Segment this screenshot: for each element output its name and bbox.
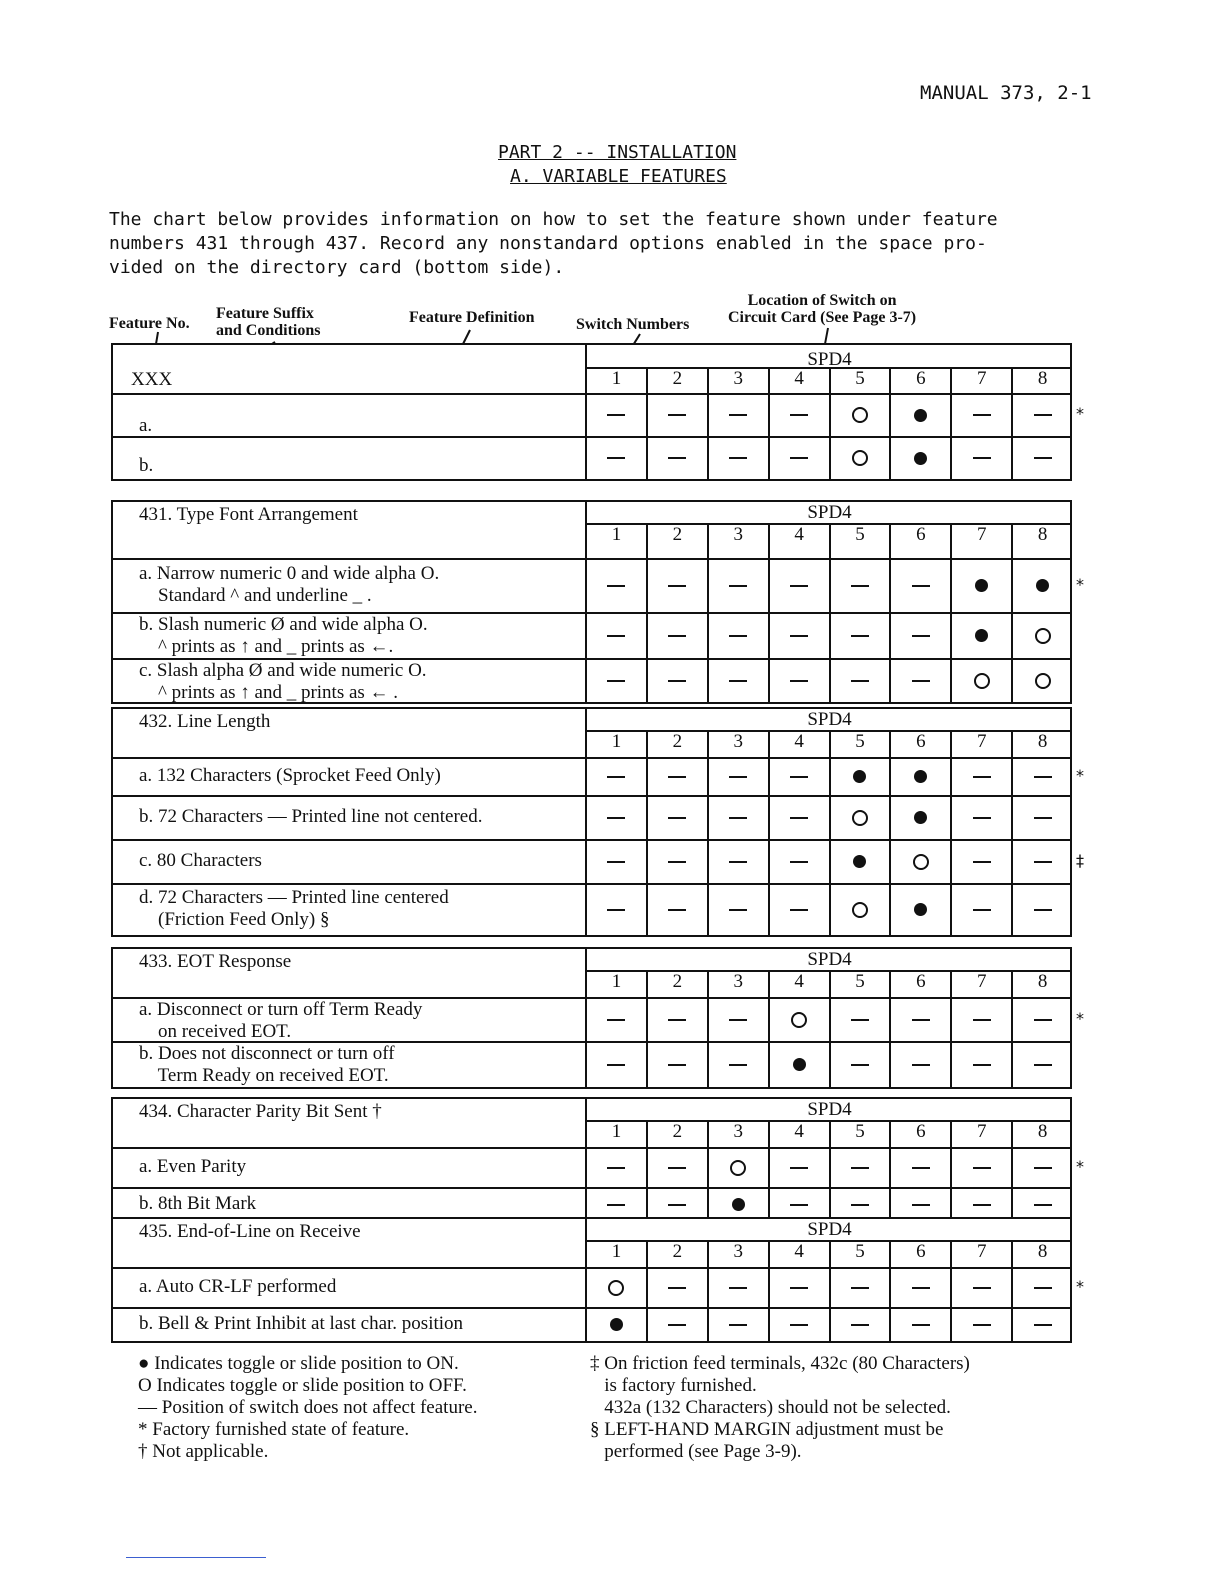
switch-number: 5 bbox=[829, 1241, 890, 1267]
feature-title: 431. Type Font Arrangement bbox=[139, 504, 358, 525]
switch-number: 5 bbox=[829, 368, 890, 393]
footer-rule bbox=[126, 1557, 266, 1558]
switch-dont-care-dash bbox=[973, 909, 991, 911]
switch-number: 6 bbox=[889, 731, 950, 757]
option-mark: * bbox=[1076, 1009, 1084, 1028]
switch-dont-care-dash bbox=[668, 585, 686, 587]
switch-number: 6 bbox=[889, 524, 950, 558]
switch-dont-care-dash bbox=[1034, 1167, 1052, 1169]
switch-dont-care-dash bbox=[607, 861, 625, 863]
switch-dont-care-dash bbox=[668, 635, 686, 637]
switch-dont-care-dash bbox=[973, 817, 991, 819]
legend-notes: ‡ On friction feed terminals, 432c (80 Characters) is factory furnished. 432a (132 Characters) should not be selected. § LEFT-HAND MARGIN adjustment must be performed (see Page 3-9). bbox=[590, 1353, 970, 1462]
switch-dont-care-dash bbox=[851, 1064, 869, 1066]
key-switch-numbers: Switch Numbers bbox=[576, 316, 690, 333]
switch-off-circle bbox=[852, 810, 868, 826]
switch-dont-care-dash bbox=[912, 635, 930, 637]
switch-number: 1 bbox=[611, 524, 622, 545]
switch-on-dot bbox=[914, 811, 927, 824]
option-mark: * bbox=[1076, 1157, 1084, 1176]
switch-dont-care-dash bbox=[1034, 1019, 1052, 1021]
switch-dont-care-dash bbox=[790, 635, 808, 637]
switch-number: 7 bbox=[950, 1121, 1011, 1147]
switch-dont-care-dash bbox=[790, 585, 808, 587]
switch-dont-care-dash bbox=[729, 861, 747, 863]
feature-table bbox=[111, 1217, 1072, 1343]
switch-number: 1 bbox=[611, 1241, 622, 1262]
switch-dont-care-dash bbox=[851, 1287, 869, 1289]
switch-off-circle bbox=[852, 902, 868, 918]
spd-label: SPD4 bbox=[807, 709, 852, 730]
switch-dont-care-dash bbox=[668, 1204, 686, 1206]
feature-option: b. Bell & Print Inhibit at last char. position bbox=[139, 1313, 464, 1334]
switch-dont-care-dash bbox=[851, 1324, 869, 1326]
feature-option: b. Does not disconnect or turn off Term Ready on received EOT. bbox=[139, 1043, 395, 1086]
option-mark: * bbox=[1076, 575, 1084, 594]
switch-off-circle bbox=[1035, 673, 1051, 689]
switch-dont-care-dash bbox=[668, 776, 686, 778]
switch-dont-care-dash bbox=[607, 776, 625, 778]
switch-dont-care-dash bbox=[729, 1019, 747, 1021]
feature-option: d. 72 Characters — Printed line centered (Friction Feed Only) § bbox=[139, 887, 449, 930]
switch-dont-care-dash bbox=[1034, 1287, 1052, 1289]
feature-option: a. Narrow numeric 0 and wide alpha O. Standard ^ and underline _ . bbox=[139, 563, 440, 606]
switch-number: 8 bbox=[1011, 524, 1072, 558]
feature-option: b. Slash numeric Ø and wide alpha O. ^ prints as ↑ and _ prints as ←. bbox=[139, 614, 428, 657]
switch-dont-care-dash bbox=[851, 1019, 869, 1021]
switch-dont-care-dash bbox=[790, 1324, 808, 1326]
switch-dont-care-dash bbox=[607, 680, 625, 682]
switch-dont-care-dash bbox=[607, 1204, 625, 1206]
switch-number: 7 bbox=[950, 524, 1011, 558]
switch-number: 6 bbox=[889, 1241, 950, 1267]
switch-off-circle bbox=[913, 854, 929, 870]
switch-number: 2 bbox=[646, 1121, 707, 1147]
switch-dont-care-dash bbox=[790, 1287, 808, 1289]
switch-number: 1 bbox=[611, 971, 622, 992]
switch-number: 2 bbox=[646, 524, 707, 558]
feature-table bbox=[111, 1097, 1072, 1223]
switch-dont-care-dash bbox=[912, 585, 930, 587]
switch-dont-care-dash bbox=[790, 1167, 808, 1169]
switch-dont-care-dash bbox=[668, 1167, 686, 1169]
switch-number: 2 bbox=[646, 368, 707, 393]
switch-dont-care-dash bbox=[790, 1204, 808, 1206]
switch-dont-care-dash bbox=[668, 1324, 686, 1326]
switch-dont-care-dash bbox=[668, 1287, 686, 1289]
switch-dont-care-dash bbox=[729, 585, 747, 587]
switch-off-circle bbox=[974, 673, 990, 689]
section-title: A. VARIABLE FEATURES bbox=[510, 166, 727, 187]
switch-number: 1 bbox=[611, 731, 622, 752]
switch-number: 3 bbox=[707, 731, 768, 757]
example-option-b: b. bbox=[139, 455, 154, 476]
switch-dont-care-dash bbox=[912, 1167, 930, 1169]
feature-option: c. 80 Characters bbox=[139, 850, 262, 871]
switch-dont-care-dash bbox=[668, 861, 686, 863]
feature-option: a. Even Parity bbox=[139, 1156, 247, 1177]
switch-number: 8 bbox=[1011, 731, 1072, 757]
feature-option: b. 8th Bit Mark bbox=[139, 1193, 257, 1214]
key-feature-definition: Feature Definition bbox=[409, 309, 535, 326]
switch-number: 8 bbox=[1011, 971, 1072, 997]
switch-dont-care-dash bbox=[729, 817, 747, 819]
switch-dont-care-dash bbox=[790, 680, 808, 682]
legend-symbols: ● Indicates toggle or slide position to ON. O Indicates toggle or slide position to OFF. — Position of switch does not affect feature. * Factory furnished state of feature. † Not applicable. bbox=[138, 1353, 478, 1462]
switch-number: 2 bbox=[646, 1241, 707, 1267]
switch-dont-care-dash bbox=[851, 1204, 869, 1206]
switch-dont-care-dash bbox=[1034, 909, 1052, 911]
switch-dont-care-dash bbox=[729, 1064, 747, 1066]
switch-on-dot bbox=[853, 770, 866, 783]
switch-number: 6 bbox=[889, 971, 950, 997]
switch-dont-care-dash bbox=[729, 680, 747, 682]
option-mark: * bbox=[1076, 1277, 1084, 1296]
example-title: XXX bbox=[131, 369, 173, 390]
switch-dont-care-dash bbox=[973, 1019, 991, 1021]
switch-dont-care-dash bbox=[851, 680, 869, 682]
switch-number: 5 bbox=[829, 971, 890, 997]
switch-number: 6 bbox=[889, 368, 950, 393]
switch-dont-care-dash bbox=[607, 1167, 625, 1169]
feature-title: 432. Line Length bbox=[139, 711, 271, 732]
example-spd-label: SPD4 bbox=[807, 349, 852, 370]
switch-on-dot bbox=[975, 579, 988, 592]
switch-off-circle bbox=[608, 1280, 624, 1296]
switch-number: 3 bbox=[707, 524, 768, 558]
feature-option: a. 132 Characters (Sprocket Feed Only) bbox=[139, 765, 441, 786]
switch-number: 8 bbox=[1011, 368, 1072, 393]
switch-number: 4 bbox=[768, 524, 829, 558]
switch-dont-care-dash bbox=[607, 817, 625, 819]
switch-dont-care-dash bbox=[973, 1324, 991, 1326]
switch-number: 3 bbox=[707, 1241, 768, 1267]
switch-dont-care-dash bbox=[790, 776, 808, 778]
switch-on-dot bbox=[732, 1198, 745, 1211]
switch-number: 5 bbox=[829, 524, 890, 558]
feature-title: 435. End-of-Line on Receive bbox=[139, 1221, 361, 1242]
switch-dont-care-dash bbox=[1034, 1324, 1052, 1326]
switch-dont-care-dash bbox=[607, 1019, 625, 1021]
switch-off-circle bbox=[791, 1012, 807, 1028]
intro-paragraph: The chart below provides information on how to set the feature shown under feature numbers 431 through 437. Record any nonstandard options enabled in the space pro- vided on the directory card (bottom side). bbox=[109, 209, 998, 278]
switch-dont-care-dash bbox=[1034, 1064, 1052, 1066]
switch-dont-care-dash bbox=[790, 817, 808, 819]
switch-dont-care-dash bbox=[973, 1167, 991, 1169]
switch-dont-care-dash bbox=[912, 1064, 930, 1066]
switch-dont-care-dash bbox=[790, 909, 808, 911]
switch-on-dot bbox=[914, 770, 927, 783]
switch-off-circle bbox=[1035, 628, 1051, 644]
feature-title: 434. Character Parity Bit Sent † bbox=[139, 1101, 382, 1122]
switch-dont-care-dash bbox=[729, 1287, 747, 1289]
key-feature-no: Feature No. bbox=[109, 315, 190, 332]
switch-dont-care-dash bbox=[607, 635, 625, 637]
switch-dont-care-dash bbox=[973, 861, 991, 863]
switch-number: 7 bbox=[950, 971, 1011, 997]
spd-label: SPD4 bbox=[807, 1219, 852, 1240]
switch-dont-care-dash bbox=[973, 1204, 991, 1206]
switch-dont-care-dash bbox=[668, 909, 686, 911]
feature-option: c. Slash alpha Ø and wide numeric O. ^ prints as ↑ and _ prints as ← . bbox=[139, 660, 427, 703]
feature-table bbox=[111, 707, 1072, 937]
switch-number: 1 bbox=[611, 1121, 622, 1142]
feature-title: 433. EOT Response bbox=[139, 951, 292, 972]
switch-dont-care-dash bbox=[729, 909, 747, 911]
switch-number: 8 bbox=[1011, 1241, 1072, 1267]
switch-number: 4 bbox=[768, 1121, 829, 1147]
switch-dont-care-dash bbox=[729, 635, 747, 637]
switch-dont-care-dash bbox=[668, 1019, 686, 1021]
switch-on-dot bbox=[793, 1058, 806, 1071]
switch-number: 7 bbox=[950, 368, 1011, 393]
switch-number: 1 bbox=[611, 368, 622, 389]
switch-off-circle bbox=[730, 1160, 746, 1176]
switch-dont-care-dash bbox=[973, 1287, 991, 1289]
switch-dont-care-dash bbox=[729, 776, 747, 778]
switch-number: 4 bbox=[768, 731, 829, 757]
switch-dont-care-dash bbox=[851, 585, 869, 587]
feature-table bbox=[111, 947, 1072, 1089]
example-option-a: a. bbox=[139, 415, 153, 436]
switch-dont-care-dash bbox=[668, 817, 686, 819]
switch-dont-care-dash bbox=[1034, 776, 1052, 778]
switch-dont-care-dash bbox=[973, 1064, 991, 1066]
switch-number: 4 bbox=[768, 1241, 829, 1267]
switch-dont-care-dash bbox=[912, 1019, 930, 1021]
switch-number: 8 bbox=[1011, 1121, 1072, 1147]
switch-number: 4 bbox=[768, 971, 829, 997]
switch-dont-care-dash bbox=[607, 585, 625, 587]
switch-number: 2 bbox=[646, 971, 707, 997]
switch-dont-care-dash bbox=[668, 680, 686, 682]
switch-number: 2 bbox=[646, 731, 707, 757]
switch-dont-care-dash bbox=[973, 776, 991, 778]
option-mark: * bbox=[1076, 766, 1084, 785]
key-location: Location of Switch on Circuit Card (See Page 3-7) bbox=[728, 292, 917, 326]
manual-reference: MANUAL 373, 2-1 bbox=[920, 82, 1092, 104]
switch-dont-care-dash bbox=[607, 1064, 625, 1066]
switch-dont-care-dash bbox=[668, 1064, 686, 1066]
switch-on-dot bbox=[610, 1318, 623, 1331]
switch-number: 5 bbox=[829, 731, 890, 757]
switch-dont-care-dash bbox=[607, 909, 625, 911]
switch-dont-care-dash bbox=[1034, 817, 1052, 819]
spd-label: SPD4 bbox=[807, 502, 852, 523]
switch-number: 3 bbox=[707, 368, 768, 393]
spd-label: SPD4 bbox=[807, 1099, 852, 1120]
option-mark: ‡ bbox=[1076, 851, 1084, 870]
feature-table bbox=[111, 500, 1072, 704]
switch-dont-care-dash bbox=[912, 1324, 930, 1326]
switch-dont-care-dash bbox=[729, 1324, 747, 1326]
switch-dont-care-dash bbox=[912, 1287, 930, 1289]
switch-dont-care-dash bbox=[1034, 1204, 1052, 1206]
switch-on-dot bbox=[975, 629, 988, 642]
feature-option: b. 72 Characters — Printed line not centered. bbox=[139, 806, 483, 827]
switch-dont-care-dash bbox=[912, 1204, 930, 1206]
switch-number: 4 bbox=[768, 368, 829, 393]
part-title: PART 2 -- INSTALLATION bbox=[498, 142, 737, 163]
switch-dont-care-dash bbox=[1034, 861, 1052, 863]
key-example-table bbox=[111, 343, 1072, 481]
switch-dont-care-dash bbox=[851, 635, 869, 637]
switch-number: 5 bbox=[829, 1121, 890, 1147]
switch-number: 7 bbox=[950, 731, 1011, 757]
spd-label: SPD4 bbox=[807, 949, 852, 970]
switch-dont-care-dash bbox=[851, 1167, 869, 1169]
switch-number: 7 bbox=[950, 1241, 1011, 1267]
switch-dont-care-dash bbox=[912, 680, 930, 682]
switch-on-dot bbox=[853, 855, 866, 868]
feature-option: a. Disconnect or turn off Term Ready on received EOT. bbox=[139, 999, 423, 1042]
key-feature-suffix: Feature Suffix and Conditions bbox=[216, 305, 321, 339]
switch-dont-care-dash bbox=[790, 861, 808, 863]
switch-number: 6 bbox=[889, 1121, 950, 1147]
switch-number: 3 bbox=[707, 1121, 768, 1147]
switch-on-dot bbox=[1036, 579, 1049, 592]
switch-on-dot bbox=[914, 903, 927, 916]
feature-option: a. Auto CR-LF performed bbox=[139, 1276, 337, 1297]
switch-number: 3 bbox=[707, 971, 768, 997]
